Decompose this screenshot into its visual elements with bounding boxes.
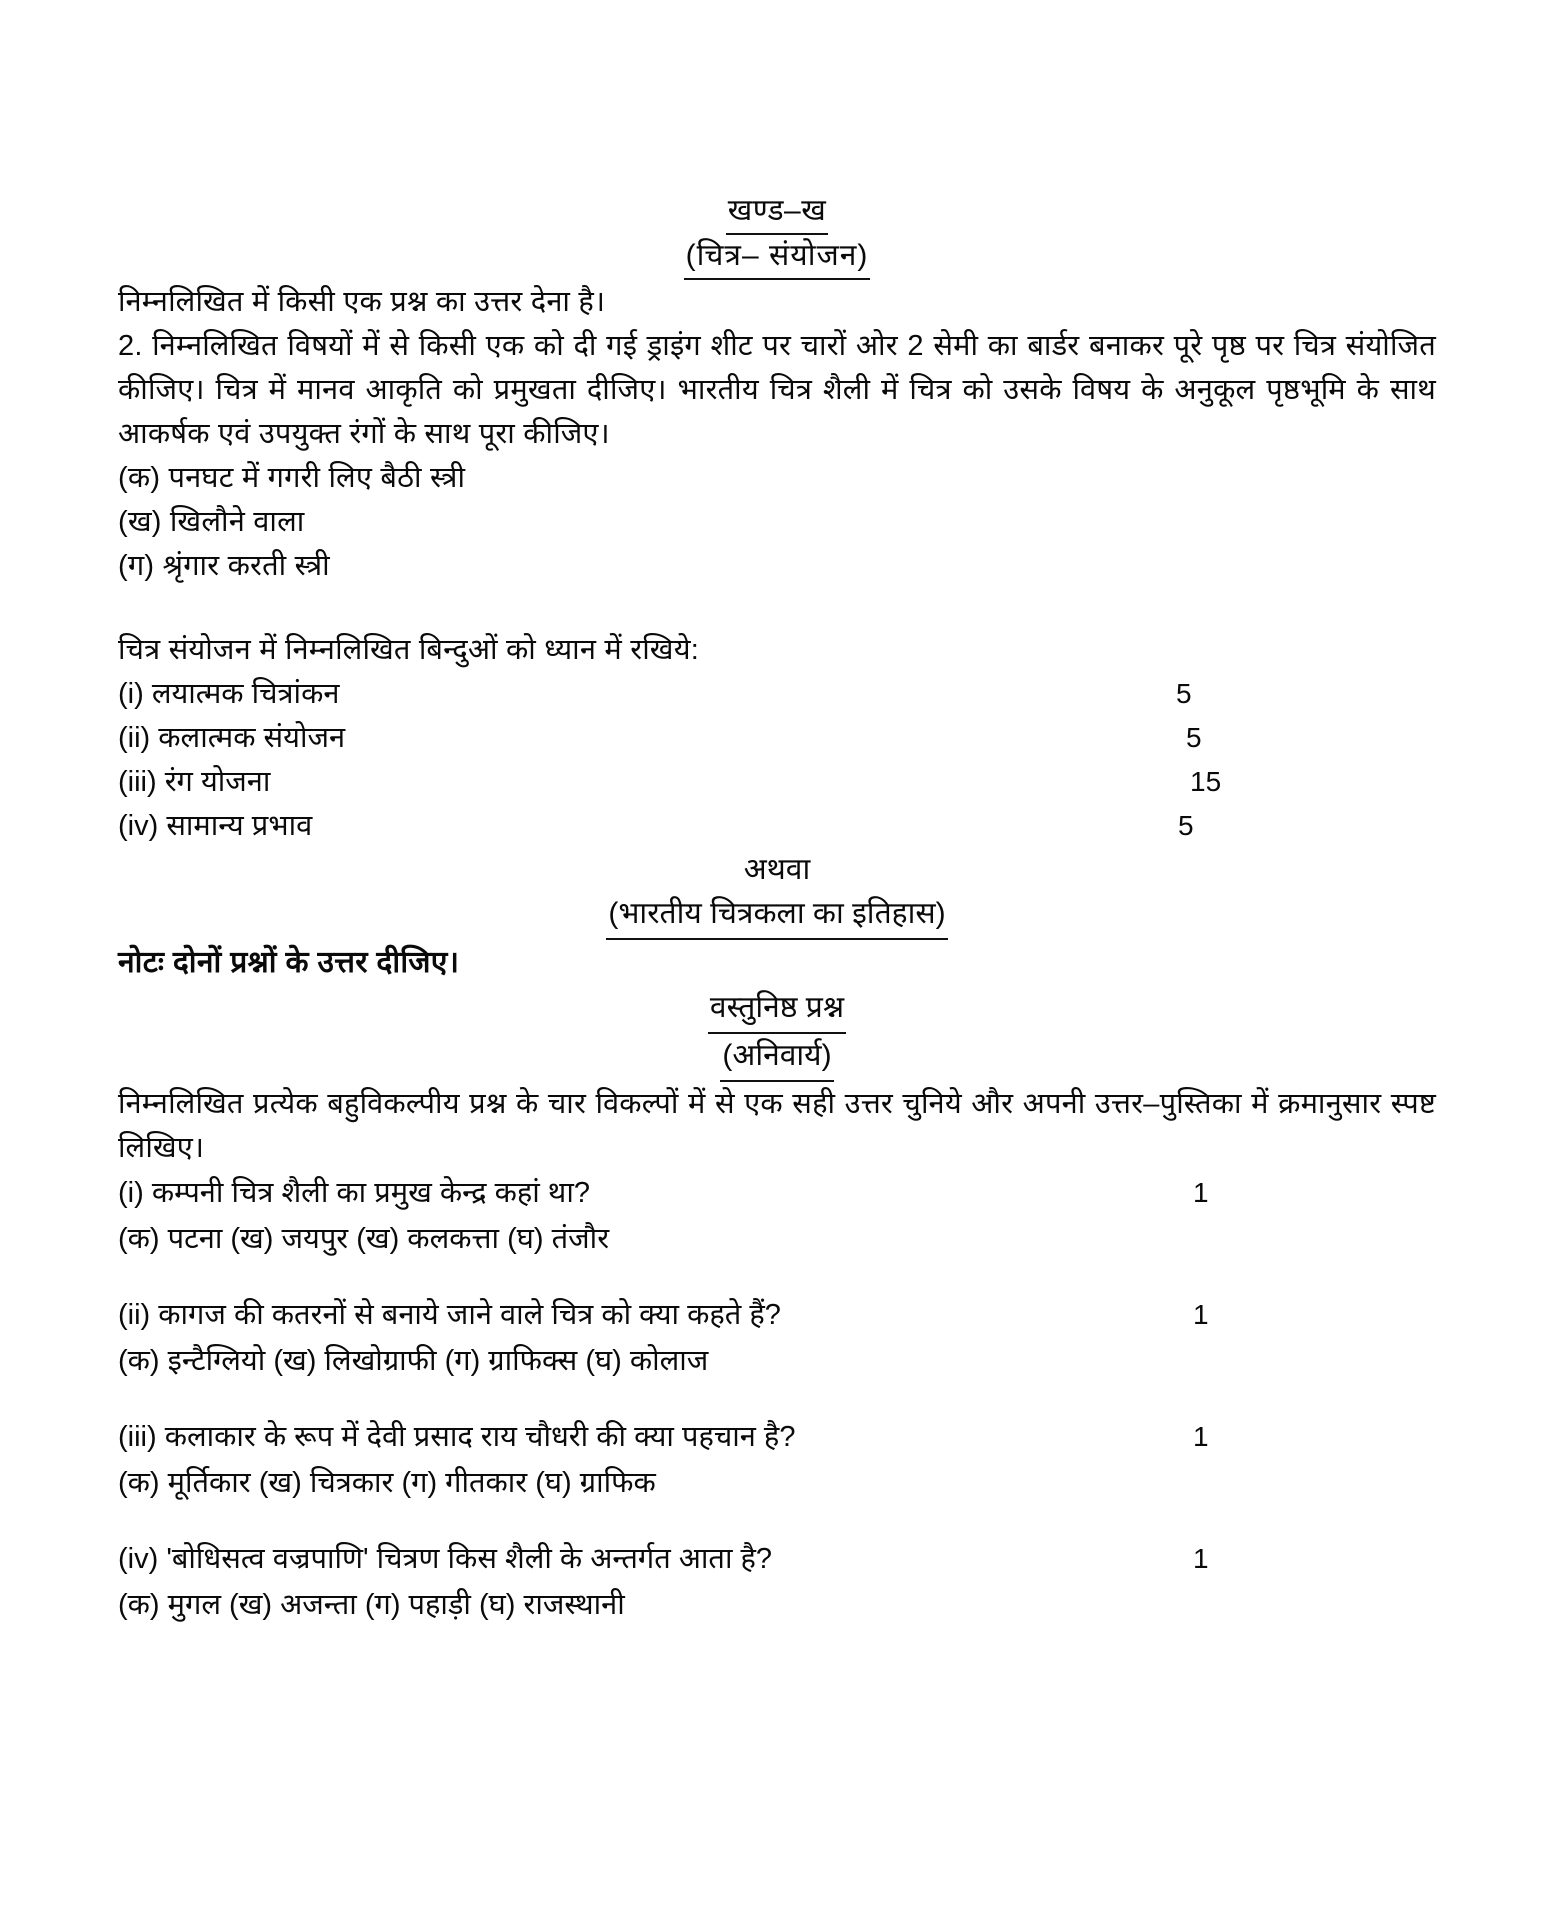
criteria-row-1: [118, 672, 1436, 716]
objective-subheading-text: (अनिवार्य): [720, 1034, 833, 1082]
objective-instruction: निम्नलिखित प्रत्येक बहुविकल्पीय प्रश्न के चार विकल्पों में से एक सही उत्तर चुनिये और अपनी उत्तर–पुस्तिका में क्रमानुसार स्पष्ट लिखिए।: [118, 1088, 1436, 1164]
criteria-marks-3: 15: [1190, 766, 1222, 797]
criteria-intro: चित्र संयोजन में निम्नलिखित बिन्दुओं को ध्यान में रखिये:: [118, 634, 699, 666]
criteria-row-4: [118, 804, 1436, 848]
mcq-marks-2: 1: [1193, 1299, 1209, 1330]
criteria-marks-1: 5: [1176, 678, 1192, 709]
objective-heading-text: वस्तुनिष्ठ प्रश्न: [708, 986, 846, 1034]
mcq-item-3: [118, 1414, 1436, 1506]
criteria-row-3: [118, 760, 1436, 804]
mcq-marks-3: 1: [1193, 1421, 1209, 1452]
mcq-question-4: (iv) 'बोधिसत्व वज्रपाणि' चित्रण किस शैली के अन्तर्गत आता है?: [118, 1543, 773, 1575]
mcq-question-row-1: [118, 1170, 1436, 1216]
section-subheading-text: (चित्र– संयोजन): [684, 235, 871, 280]
section-heading-text: खण्ड–ख: [726, 190, 829, 235]
mcq-question-3: (iii) कलाकार के रूप में देवी प्रसाद राय चौधरी की क्या पहचान है?: [118, 1421, 796, 1453]
objective-subheading: [118, 1034, 1436, 1082]
question-2: [118, 324, 1436, 456]
mcq-item-4: [118, 1536, 1436, 1628]
mcq-marks-1: 1: [1193, 1177, 1209, 1208]
criteria-label-2: (ii) कलात्मक संयोजन: [118, 722, 346, 754]
question-2-text: निम्नलिखित विषयों में से किसी एक को दी गई ड्राइंग शीट पर चारों ओर 2 सेमी का बार्डर बनाकर पूरे पृष्ठ पर चित्र संयोजित कीजिए। चित्र में मानव आकृति को प्रमुखता दीजिए। भारतीय चित्र शैली में चित्र को उसके विषय के अनुकूल पृष्ठभूमि के साथ आकर्षक एवं उपयुक्त रंगों के साथ पूरा कीजिए।: [118, 330, 1436, 450]
mcq-options-2: (क) इन्टैग्लियो (ख) लिखोग्राफी (ग) ग्राफिक्स (घ) कोलाज: [118, 1345, 709, 1377]
question-2-option-c: (ग) श्रृंगार करती स्त्री: [118, 550, 330, 582]
mcq-marks-4: 1: [1193, 1543, 1209, 1574]
mcq-options-1: (क) पटना (ख) जयपुर (ख) कलकत्ता (घ) तंजौर: [118, 1223, 610, 1255]
section-subheading: [118, 235, 1436, 280]
question-2-option-b: (ख) खिलौने वाला: [118, 506, 305, 538]
mcq-question-row-4: [118, 1536, 1436, 1582]
spacer: [118, 588, 1436, 628]
alt-section-heading: [118, 892, 1436, 940]
or-label: [118, 848, 1436, 892]
question-2-number: 2.: [118, 330, 143, 362]
mcq-item-2: [118, 1292, 1436, 1384]
general-instruction: निम्नलिखित में किसी एक प्रश्न का उत्तर देना है।: [118, 286, 606, 318]
mcq-question-row-2: [118, 1292, 1436, 1338]
question-2-option-a: (क) पनघट में गगरी लिए बैठी स्त्री: [118, 462, 466, 494]
or-label-text: अथवा: [743, 853, 811, 886]
criteria-label-1: (i) लयात्मक चित्रांकन: [118, 678, 340, 710]
criteria-label-4: (iv) सामान्य प्रभाव: [118, 810, 313, 842]
mcq-options-3: (क) मूर्तिकार (ख) चित्रकार (ग) गीतकार (घ) ग्राफिक: [118, 1467, 656, 1499]
note-text: नोटः दोनों प्रश्नों के उत्तर दीजिए।: [118, 946, 460, 979]
criteria-marks-4: 5: [1178, 810, 1194, 841]
section-heading: [118, 190, 1436, 235]
criteria-label-3: (iii) रंग योजना: [118, 766, 271, 798]
mcq-item-1: [118, 1170, 1436, 1262]
mcq-question-row-3: [118, 1414, 1436, 1460]
mcq-question-1: (i) कम्पनी चित्र शैली का प्रमुख केन्द्र कहां था?: [118, 1177, 590, 1209]
criteria-marks-2: 5: [1186, 722, 1202, 753]
mcq-question-2: (ii) कागज की कतरनों से बनाये जाने वाले चित्र को क्या कहते हैं?: [118, 1299, 781, 1331]
alt-section-heading-text: (भारतीय चित्रकला का इतिहास): [606, 892, 947, 940]
criteria-row-2: [118, 716, 1436, 760]
objective-heading: [118, 986, 1436, 1034]
mcq-options-4: (क) मुगल (ख) अजन्ता (ग) पहाड़ी (घ) राजस्थानी: [118, 1589, 625, 1621]
document-body: [118, 190, 1436, 1658]
